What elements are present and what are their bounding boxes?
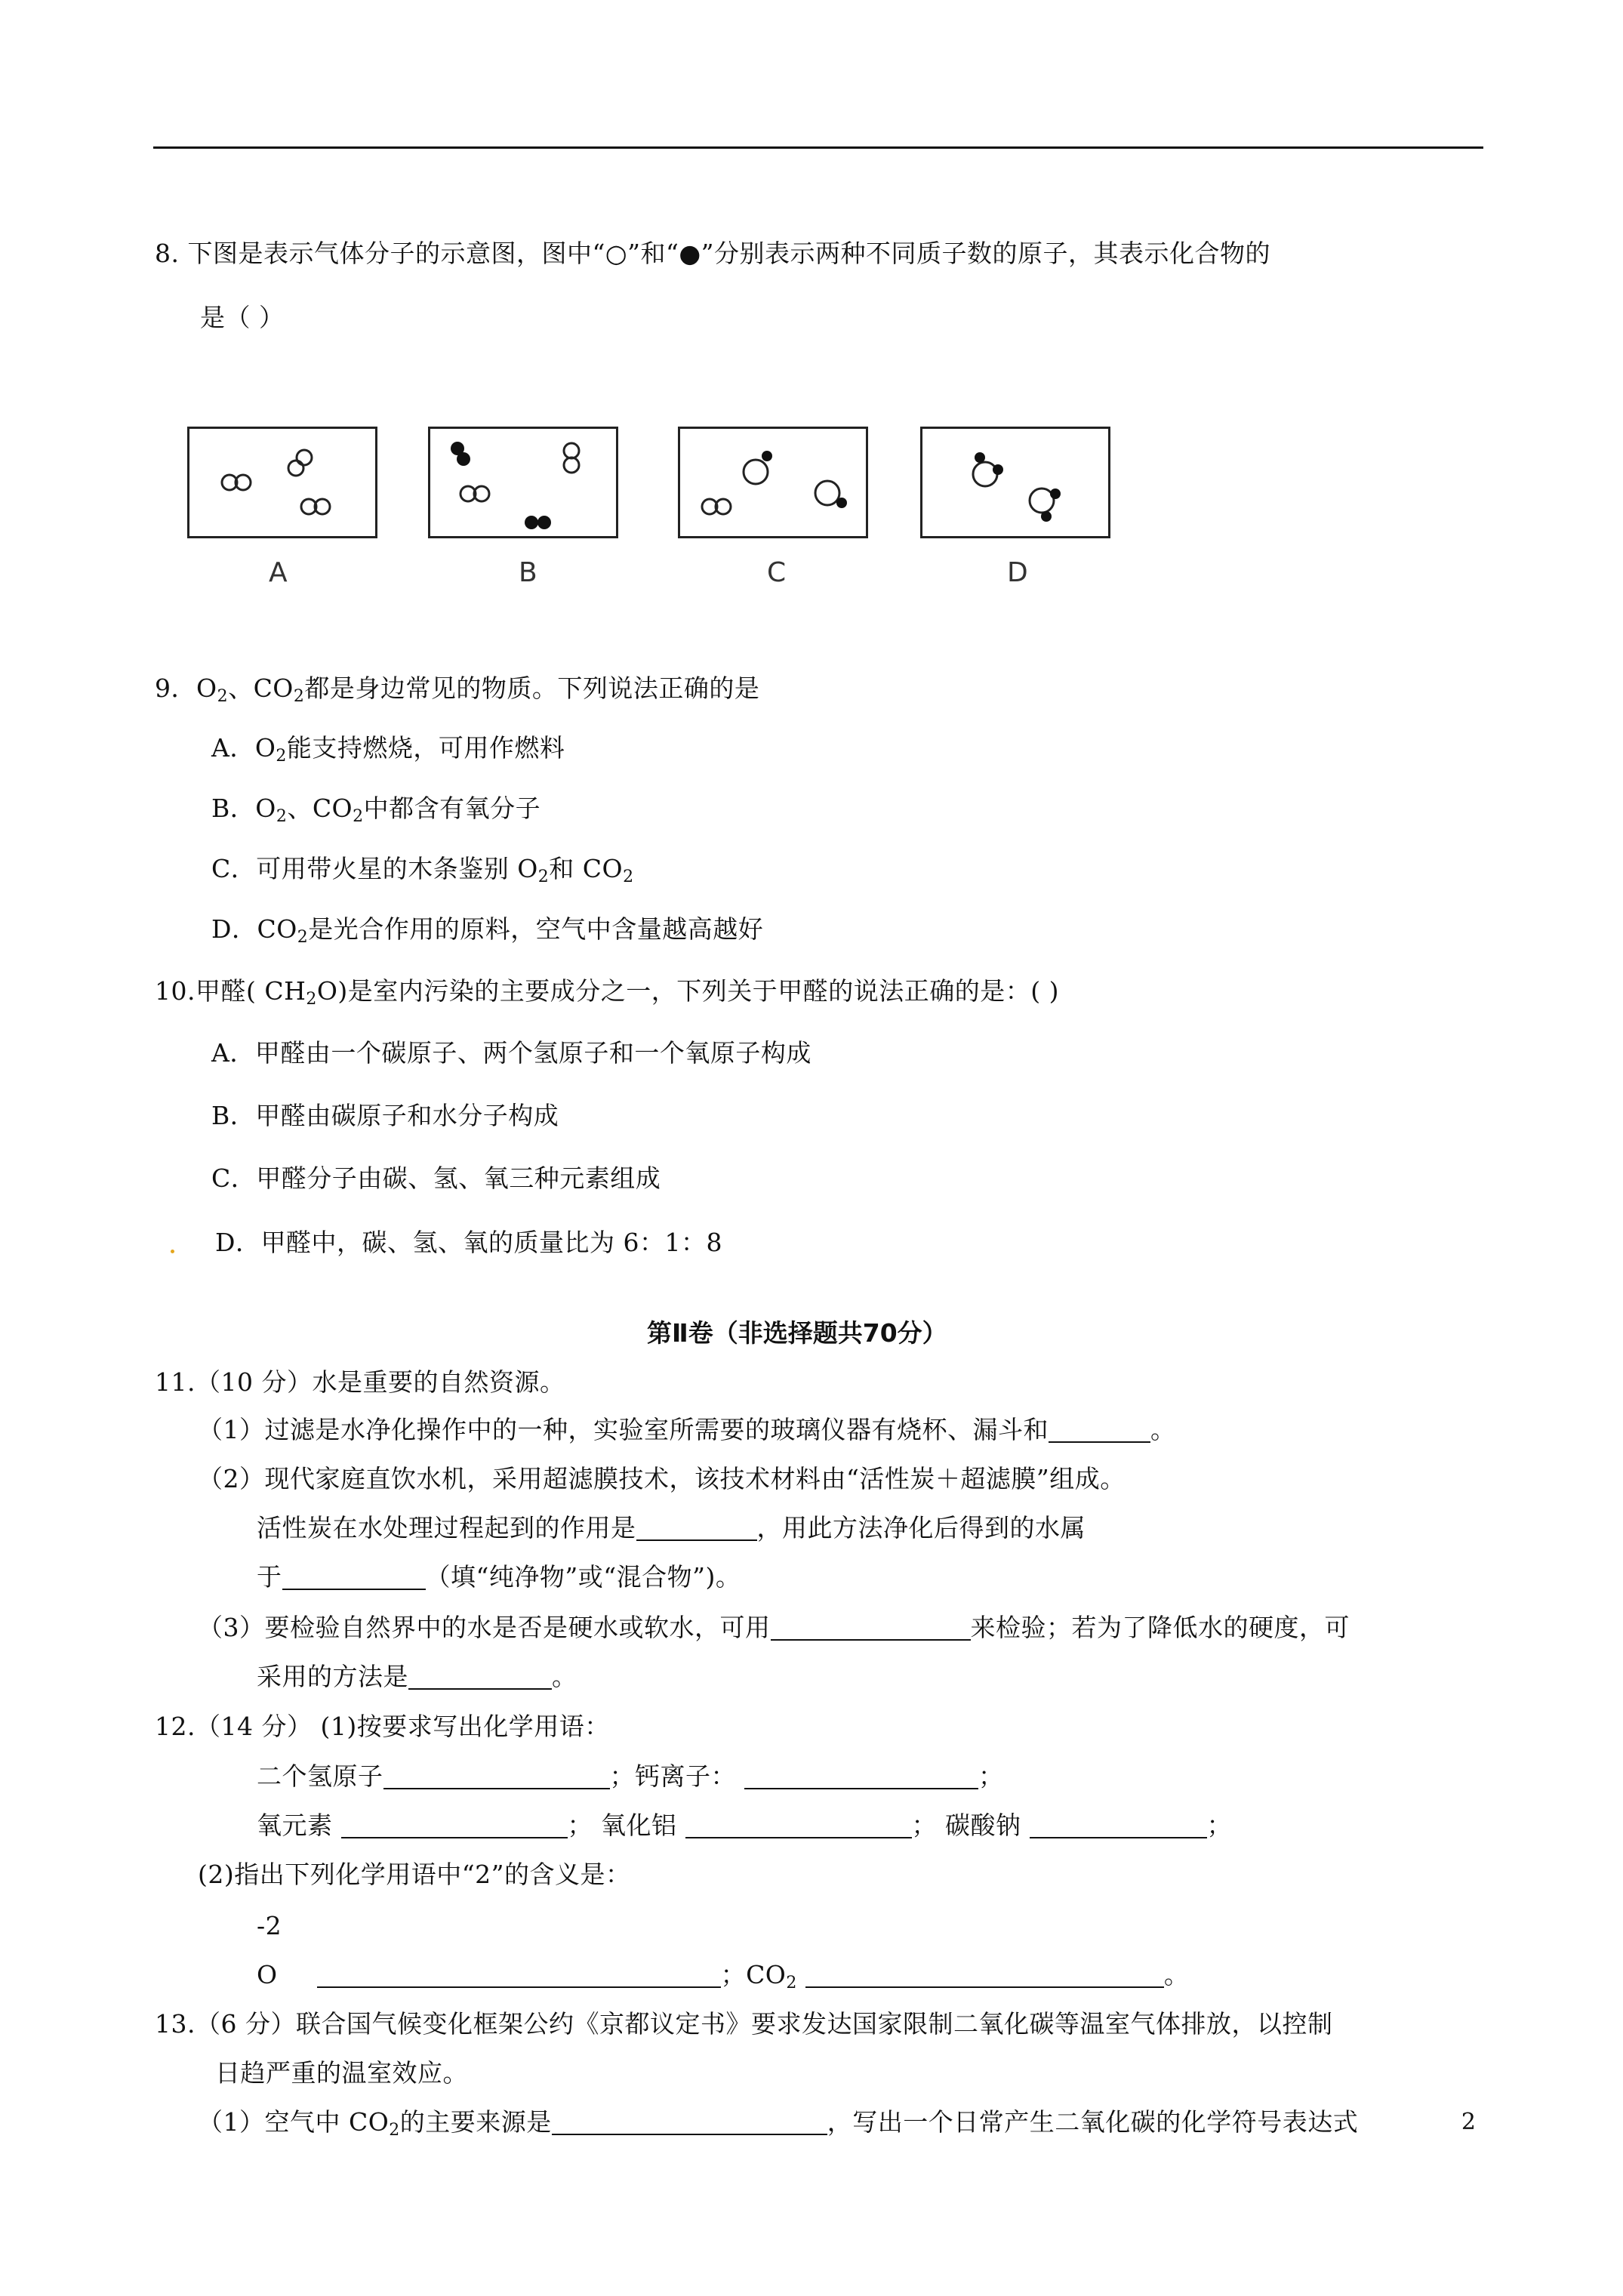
q13-stem-cont: 日趋严重的温室效应。 xyxy=(215,2058,468,2088)
q9-option-d: D．$CO_2$是光合作用的原料，空气中含量越高越好 xyxy=(211,914,764,947)
answer-blank[interactable] xyxy=(636,1517,757,1541)
q9-stem: 9．$O_2$、$CO_2$都是身边常见的物质。下列说法正确的是 xyxy=(155,673,760,706)
page-number: 2 xyxy=(1461,2109,1476,2135)
q11-stem: 11.（10 分）水是重要的自然资源。 xyxy=(155,1367,565,1397)
q10-option-c: C．甲醛分子由碳、氢、氧三种元素组成 xyxy=(211,1163,661,1193)
q12-stem: 12.（14 分） (1)按要求写出化学用语： xyxy=(155,1712,610,1741)
diagram-box-b xyxy=(428,427,618,538)
option-label-b: B xyxy=(519,557,537,588)
answer-blank[interactable] xyxy=(1030,1814,1207,1838)
answer-blank[interactable] xyxy=(744,1765,978,1789)
answer-blank[interactable] xyxy=(1049,1419,1150,1443)
answer-blank[interactable] xyxy=(685,1814,912,1838)
q11-part1: （1）过滤是水净化操作中的一种，实验室所需要的玻璃仪器有烧杯、漏斗和 。 xyxy=(198,1415,1176,1444)
option-label-a: A xyxy=(269,557,288,588)
q10-option-d: D．甲醛中，碳、氢、氧的质量比为 6：1：8 xyxy=(215,1228,722,1257)
q11-part3: （3）要检验自然界中的水是否是硬水或软水，可用 来检验；若为了降低水的硬度，可 xyxy=(198,1613,1350,1642)
answer-blank[interactable] xyxy=(317,1964,721,1988)
molecule-diagram-c xyxy=(680,429,870,541)
q8-stem-cont: 是（ ） xyxy=(200,303,285,332)
section-title: 第Ⅱ卷（非选择题共70分） xyxy=(647,1318,947,1348)
q10-option-a: A．甲醛由一个碳原子、两个氢原子和一个氧原子构成 xyxy=(211,1038,812,1068)
molecule-diagram-b xyxy=(430,429,621,541)
q12-row3: O ；$CO_2$ 。 xyxy=(257,1960,1190,1992)
molecule-diagram-d xyxy=(922,429,1113,541)
answer-blank[interactable] xyxy=(408,1666,552,1690)
q11-part2: （2）现代家庭直饮水机，采用超滤膜技术，该技术材料由“活性炭＋超滤膜”组成。 xyxy=(198,1464,1126,1493)
answer-blank[interactable] xyxy=(341,1814,568,1838)
answer-blank[interactable] xyxy=(771,1616,971,1641)
molecule-diagram-a xyxy=(189,429,380,541)
q10-option-b: B．甲醛由碳原子和水分子构成 xyxy=(211,1101,559,1130)
option-label-c: C xyxy=(767,557,787,588)
diagram-box-d xyxy=(920,427,1110,538)
answer-blank[interactable] xyxy=(282,1566,426,1590)
q11-part2-b: 活性炭在水处理过程起到的作用是 ，用此方法净化后得到的水属 xyxy=(257,1513,1086,1542)
q9-option-a: A．$O_2$能支持燃烧，可用作燃料 xyxy=(211,733,565,766)
q8-stem: 8. 下图是表示气体分子的示意图，图中“○”和“●”分别表示两种不同质子数的原子，其表示化合物的 xyxy=(155,239,1271,268)
answer-blank[interactable] xyxy=(805,1964,1164,1988)
answer-blank[interactable] xyxy=(383,1765,610,1789)
q11-part2-c: 于 （填“纯净物”或“混合物”)。 xyxy=(257,1562,741,1592)
stray-dot xyxy=(171,1250,174,1253)
diagram-box-c xyxy=(678,427,868,538)
q10-stem: 10.甲醛( $CH_2O$)是室内污染的主要成分之一，下列关于甲醛的说法正确的是：( ) xyxy=(155,976,1060,1009)
q13-part1: （1）空气中 $CO_2$的主要来源是 ，写出一个日常产生二氧化碳的化学符号表达式 xyxy=(198,2107,1359,2140)
q12-part2: (2)指出下列化学用语中“2”的含义是： xyxy=(198,1860,631,1889)
diagram-box-a xyxy=(187,427,377,538)
header-rule xyxy=(153,146,1483,149)
q9-option-b: B．$O_2$、$CO_2$中都含有氧分子 xyxy=(211,794,541,826)
valence-mark: -2 xyxy=(257,1911,282,1940)
answer-blank[interactable] xyxy=(552,2111,827,2135)
q9-option-c: C．可用带火星的木条鉴别 $O_2$和 $CO_2$ xyxy=(211,854,634,886)
q11-part3-b: 采用的方法是 。 xyxy=(257,1662,577,1691)
q12-row1: 二个氢原子 ；钙离子： ； xyxy=(257,1761,1004,1791)
q13-stem: 13.（6 分）联合国气候变化框架公约《京都议定书》要求发达国家限制二氧化碳等温室气体排放，以控制 xyxy=(155,2009,1333,2039)
option-label-d: D xyxy=(1007,557,1028,588)
q12-row2: 氧元素 ； 氧化铝 ； 碳酸钠 ； xyxy=(257,1811,1232,1840)
